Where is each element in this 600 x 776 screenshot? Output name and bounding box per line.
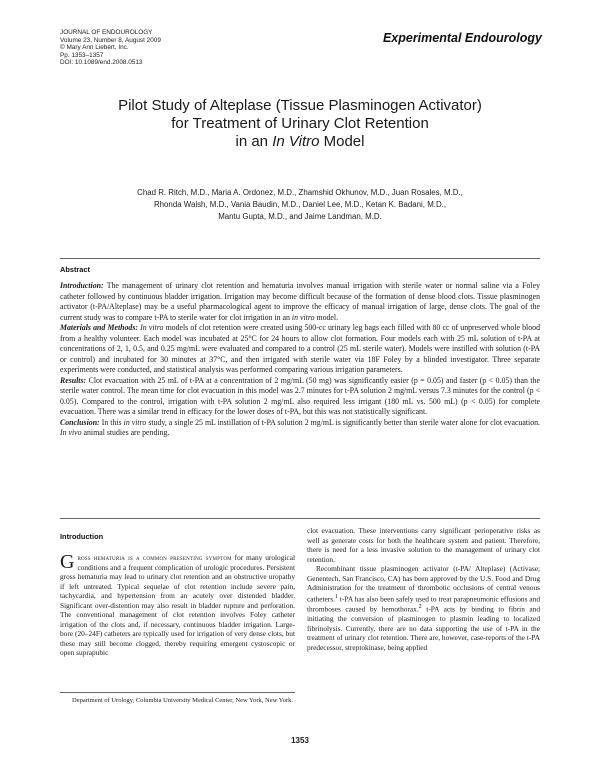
authors-line-2: Rhonda Walsh, M.D., Vania Baudin, M.D., Daniel Lee, M.D., Ketan K. Badani, M.D., [153,199,447,209]
abstract-results: Results: Clot evacuation with 25 mL of t-PA at a concentration of 2 mg/mL (50 mg) was significantly easier (p = 0.05) and faster (p < 0.05) than the sterile water control. The mean time for clot evacuation in this model was 2.7 minutes for t-PA solution 2 mg/mL versus 7.3 minutes for the control (p < 0.05). Compared to the control, irrigation with t-PA solution 2 mg/mL also required less irrigant (180 mL vs. 500 mL) (p < 0.05) for complete evacuation. There was a similar trend in efficacy for the lower doses of t-PA, but this was not statistically significant. [60,375,540,416]
journal-volume: Volume 23, Number 8, August 2009 [60,36,161,44]
abstract-methods: Materials and Methods: In vitro models of clot retention were created using 500-cc urinary leg bags each filled with 80 cc of unpreserved whole blood from a healthy volunteer. Each model was incubated at 25°C for 24 hours to allow clot formation. Four models each with 25 mL solution of t-PA at concentrations of 2, 1, 0.5, and 0.25 mg/mL were evaluated and compared to a control (25 mL sterile water). Models were instilled with solution (t-PA or control) and incubated for 30 minutes at 37°C, and then irrigated with sterile water via 18F Foley by a blinded investigator. Three separate experiments were conducted, and statistical analysis was performed comparing various irrigation parameters. [60,323,540,374]
authors-line-3: Mantu Gupta, M.D., and Jaime Landman, M.D. [218,211,382,221]
section-name: Experimental Endourology [382,31,542,45]
intro-paragraph-3: Recombinant tissue plasminogen activator (t-PA/ Alteplase) (Activase; Genentech, San Francisco, CA) has been approved by the U.S. Food and Drug Administration for the treatment of thrombotic occlusions of central venous catheters.$^1$ t-PA has also been safely used to treat parapneumonic effusions and thromboses caused by hemothorax.$^2$ t-PA acts by binding to fibrin and initiating the conversion of plasminogen to plasmin leading to localized fibrinolysis. Currently, there are no data supporting the use of t-PA in the treatment of urinary clot retention. There are, however, case-reports of the t-PA predecessor, streptokinase, being applied [307,564,541,652]
intro-paragraph-2: clot evacuation. These interventions carry significant perioperative risks as well as generate costs for both the healthcare system and patient. Therefore, there is need for a less invasive solution to the management of urinary clot retention. [307,526,540,564]
title-line-2: for Treatment of Urinary Clot Retention [171,115,429,133]
journal-doi: DOI: 10.1089/end.2008.0513 [60,59,143,67]
page-number: 1353 [291,736,309,745]
reference-1[interactable]: 1 [334,593,338,600]
authors-line-1: Chad R. Ritch, M.D., Maria A. Ordonez, M.D., Zhamshid Okhunov, M.D., Juan Rosales, M.D., [137,188,463,197]
title-line-1: Pilot Study of Alteplase (Tissue Plasminogen Activator) [118,97,482,114]
affiliation-footnote: Department of Urology, Columbia University Medical Center, New York, New York. [72,697,294,704]
right-column [307,526,540,652]
drop-cap: G [60,551,75,573]
article-title [60,97,540,152]
journal-name: JOURNAL OF ENDOUROLOGY [60,29,153,36]
title-line-3: in an In Vitro Model [235,133,365,151]
author-list [60,187,540,222]
abstract-bottom-rule [60,518,540,519]
journal-publisher: © Mary Ann Liebert, Inc. [60,44,129,52]
reference-2[interactable]: 2 [418,604,422,611]
abstract-body [60,281,540,439]
abstract-introduction: Introduction: The management of urinary clot retention and hematuria involves manual irrigation with sterile water or normal saline via a Foley catheter followed by continuous bladder irrigation. Irrigation may become difficult because of the formation of dense blood clots. Tissue plasminogen activator (t-PA/Alteplase) may be a useful pharmacological agent to improve the efficacy of manual irrigation of large, dense clots. The goal of the current study was to compare t-PA to sterile water for clot irrigation in an in vitro model. [60,281,540,322]
journal-info [60,29,320,67]
abstract-top-rule [60,258,540,259]
left-column [60,553,295,658]
introduction-heading: Introduction [60,532,104,541]
intro-paragraph-1: Gross hematuria is a common presenting symptom for many urological conditions and a frequent complication of urologic procedures. Persistent gross hematuria may lead to urinary clot retention and an obstructive uropathy if left untreated. Typical sequelae of clot retention include severe pain, tachycardia, and hypertension from an acutely over distended bladder. Significant over-distention may also result in bladder rupture and perforation. The conventional management of clot retention involves Foley catheter irrigation of the clots and, if necessary, continuous bladder irrigation. Large-bore (20–24F) catheters are typically used for irrigation of very dense clots, but these may still become clogged, thereby requiring emergent cystoscopic or open suprapubic [60,551,295,657]
footnote-rule [60,692,295,693]
abstract-heading: Abstract [60,265,90,274]
abstract-conclusion: Conclusion: In this in vitro study, a single 25 mL instillation of t-PA solution 2 mg/mL is significantly better than sterile water alone for clot evacuation. In vivo animal studies are pending. [60,417,540,437]
journal-pages: Pp. 1353–1357 [60,51,104,59]
